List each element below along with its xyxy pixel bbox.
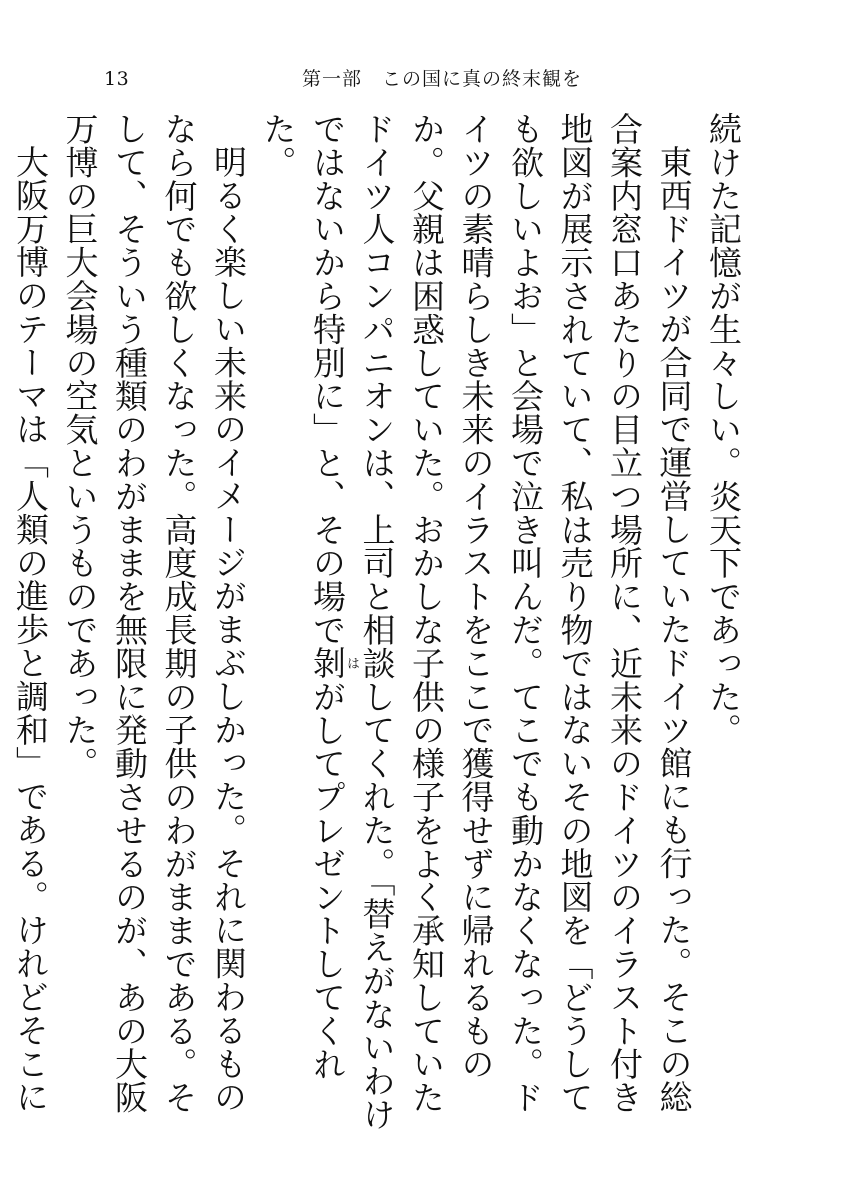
paragraph-text: 東西ドイツが合同で運営していたドイツ館にも行った。そこの総合案内窓口あたりの目立つ場所に、近未来のドイツのイラスト付き地図が展示されていて、私は売り物ではないその地図を「どうしても欲しいよお」と会場で泣き叫んだ。てこでも動かなくなった。ドイツの素晴らしき未来のイラストをここで獲得せずに帰れるものか。父親は困惑していた。おかしな子供の様子をよく承知していたドイツ人コンパニオンは、上司と相談してくれた。「替えがないわけではないから特別に」と、その場で [308,112,694,1131]
body-text [11,112,748,1132]
paragraph-text: 大阪万博のテーマは「人類の進歩と調和」である。けれどそこに [11,145,50,1114]
paragraph-1 [699,112,749,1132]
paragraph-text: 明るく楽しい未来のイメージがまぶしかった。それに関わるものなら何でも欲しくなった。高度成長期の子供のわがままである。そして、そういう種類のわがままを無限に発動させるのが、あの大阪万博の巨大会場の空気というものであった。 [60,112,248,1114]
ruby-annotation [308,646,359,680]
paragraph-text-continued: がしてプレゼントしてくれた。 [258,112,347,1081]
paragraph-text: 続けた記憶が生々しい。炎天下であった。 [704,112,743,747]
paragraph-3 [55,112,253,1132]
page-number: 13 [104,68,130,90]
running-head: 第一部 この国に真の終末観を [302,68,583,90]
paragraph-4 [0,112,55,1132]
ruby-reading: は [344,646,359,680]
ruby-base: 剝 [308,646,347,680]
paragraph-2 [253,112,699,1132]
